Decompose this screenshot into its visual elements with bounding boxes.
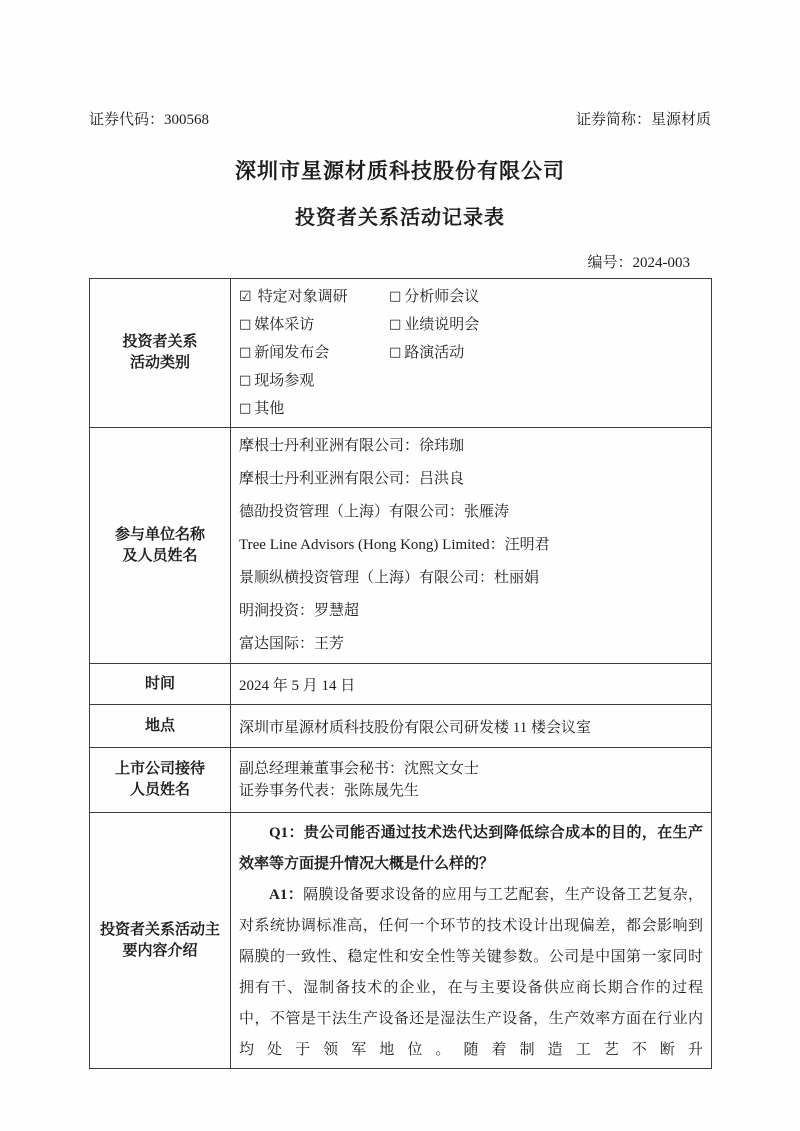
checkbox-item	[239, 311, 389, 339]
label-line: 地点	[144, 717, 175, 734]
participant-item: 富达国际：王芳	[239, 636, 345, 652]
row-label-main-content	[90, 813, 231, 1069]
checkbox-label: 路演活动	[404, 345, 465, 361]
participant-item: 摩根士丹利亚洲有限公司：徐玮珈	[239, 438, 465, 454]
label-line: 人员姓名	[129, 782, 190, 798]
checkbox-item	[389, 283, 479, 311]
question-paragraph	[239, 818, 703, 880]
label-line: 参与单位名称	[114, 526, 205, 543]
answer-text: 隔膜设备要求设备的应用与工艺配套，生产设备工艺复杂，对系统协调标准高，任何一个环节的技术设计出现偏差，都会影响到隔膜的一致性、稳定性和安全性等关键参数。公司是中国第一家同时拥有干、湿制备技术的企业，在与主要设备供应商长期合作的过程中，不管是干法生产设备还是湿法生产设备，生产效率方面在行业内均处于领军地位。随着制造工艺不断升	[239, 887, 703, 1058]
row-label-activity-type	[90, 279, 231, 428]
label-line: 上市公司接待	[114, 761, 205, 777]
checkbox-label: 特定对象调研	[257, 289, 348, 305]
document-header	[89, 112, 711, 129]
label-line: 时间	[144, 675, 175, 692]
checkbox-label: 分析师会议	[404, 289, 480, 305]
row-label-participants	[90, 428, 231, 664]
checkbox-label: 现场参观	[254, 373, 315, 389]
question-label: Q1：	[269, 825, 304, 841]
label-line: 要内容介绍	[122, 942, 198, 959]
participants-list	[231, 428, 712, 664]
checkbox-unchecked-icon: □	[239, 317, 252, 332]
reception-staff-item: 副总经理兼董事会秘书：沈熙文女士	[239, 761, 480, 777]
table-row-location	[90, 705, 712, 748]
row-label-location	[90, 705, 231, 748]
checkbox-item	[239, 339, 389, 367]
table-row-reception	[90, 748, 712, 813]
checkbox-unchecked-icon: □	[239, 401, 252, 416]
question-text: 贵公司能否通过技术迭代达到降低综合成本的目的，在生产效率等方面提升情况大概是什么样的？	[239, 825, 703, 872]
participant-item: Tree Line Advisors (Hong Kong) Limited：汪明君	[239, 537, 550, 553]
checkbox-unchecked-icon: □	[389, 345, 402, 360]
checkbox-line	[239, 311, 703, 339]
activity-type-options	[231, 279, 712, 428]
checkbox-unchecked-icon: □	[239, 373, 252, 388]
table-row-main-content	[90, 813, 712, 1069]
stock-name-text: 证券简称：星源材质	[575, 112, 711, 128]
label-line: 活动类别	[129, 355, 190, 371]
location-value: 深圳市星源材质科技股份有限公司研发楼 11 楼会议室	[231, 705, 712, 748]
participant-item: 景顺纵横投资管理（上海）有限公司：杜丽娟	[239, 570, 540, 586]
table-row-activity-type	[90, 279, 712, 428]
checkbox-unchecked-icon: □	[239, 345, 252, 360]
company-title: 深圳市星源材质科技股份有限公司	[235, 159, 565, 183]
answer-paragraph	[239, 880, 703, 1066]
document-number: 编号：2024-003	[587, 255, 690, 271]
row-label-time	[90, 664, 231, 705]
checkbox-label: 其他	[254, 401, 285, 417]
checkbox-label: 新闻发布会	[254, 345, 330, 361]
checkbox-unchecked-icon: □	[389, 289, 402, 304]
label-line: 投资者关系活动主	[99, 921, 220, 938]
table-row-participants	[90, 428, 712, 664]
stock-code-text: 证券代码：300568	[89, 112, 210, 128]
participant-item: 德劭投资管理（上海）有限公司：张雁涛	[239, 504, 510, 520]
checkbox-checked-icon: ☑	[239, 289, 252, 305]
label-line: 投资者关系	[122, 334, 198, 350]
checkbox-item	[239, 283, 389, 311]
checkbox-unchecked-icon: □	[389, 317, 402, 332]
table-row-time	[90, 664, 712, 705]
checkbox-item	[239, 395, 389, 423]
checkbox-line	[239, 339, 703, 367]
checkbox-line	[239, 283, 703, 311]
label-line: 及人员姓名	[122, 547, 198, 564]
qa-content	[231, 813, 712, 1069]
checkbox-label: 业绩说明会	[404, 317, 480, 333]
checkbox-line	[239, 395, 703, 423]
participant-item: 摩根士丹利亚洲有限公司：吕洪良	[239, 471, 465, 487]
checkbox-item	[389, 311, 479, 339]
checkbox-line	[239, 367, 703, 395]
checkbox-item	[239, 367, 389, 395]
reception-staff	[231, 748, 712, 813]
participant-item: 明涧投资：罗慧超	[239, 603, 360, 619]
answer-label: A1：	[269, 887, 304, 903]
reception-staff-item: 证券事务代表：张陈晟先生	[239, 783, 420, 799]
time-value: 2024 年 5 月 14 日	[231, 664, 712, 705]
record-table	[89, 278, 712, 1069]
checkbox-item	[389, 339, 464, 367]
checkbox-label: 媒体采访	[254, 317, 315, 333]
document-title: 投资者关系活动记录表	[295, 207, 505, 229]
row-label-reception	[90, 748, 231, 813]
